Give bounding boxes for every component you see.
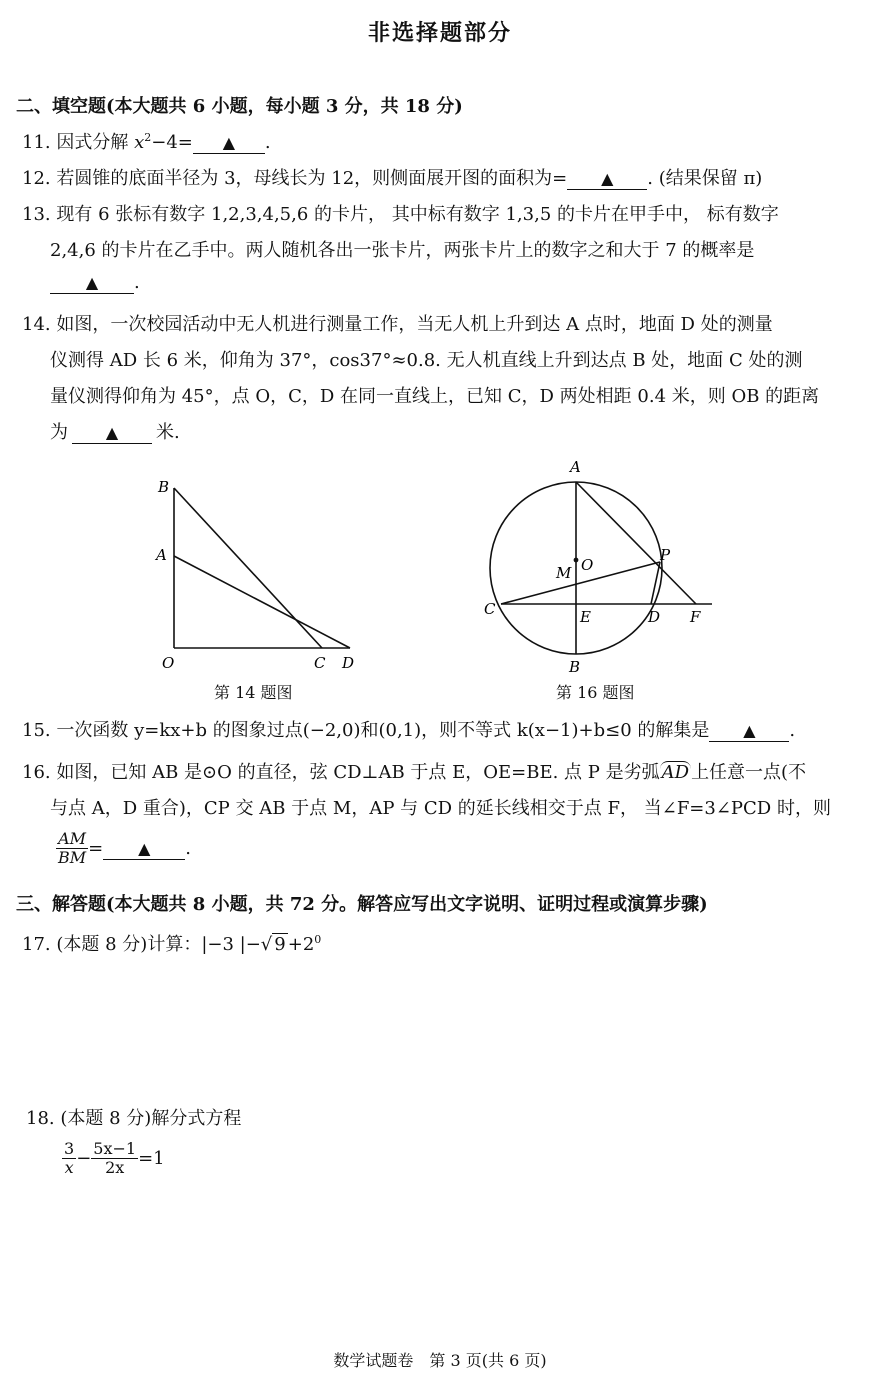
question-number: 14. — [22, 314, 51, 335]
equation-18 — [62, 1140, 165, 1178]
question-number: 13. — [22, 204, 51, 225]
line-af — [576, 482, 696, 604]
question-text: (本题 8 分)计算：|−3 |− — [56, 934, 261, 955]
label-c: C — [314, 654, 326, 672]
question-14-line-2: 仪测得 AD 长 6 米，仰角为 37°，cos37°≈0.8. 无人机直线上升到达点 B 处，地面 C 处的测 — [50, 350, 803, 371]
question-number: 17. — [22, 934, 51, 955]
fraction-denominator: x — [64, 1158, 74, 1178]
question-16-line-1 — [22, 758, 806, 784]
label-a: A — [156, 546, 167, 564]
question-number: 16. — [22, 762, 51, 783]
question-13-line-3 — [50, 272, 140, 294]
label-b: B — [569, 658, 581, 676]
answer-blank[interactable] — [567, 169, 647, 190]
question-text: (本题 8 分)解分式方程 — [60, 1108, 242, 1129]
fraction-numerator: 5x−1 — [93, 1139, 137, 1158]
question-11 — [22, 128, 271, 154]
answer-blank[interactable] — [72, 423, 152, 444]
triangle-icon: ▲ — [743, 721, 756, 740]
fraction-denominator: 2x — [105, 1158, 125, 1178]
figure-14-caption: 第 14 题图 — [214, 683, 293, 702]
page-footer: 数学试题卷 第 3 页(共 6 页) — [333, 1351, 547, 1370]
question-note: . (结果保留 π) — [647, 168, 763, 189]
label-d: D — [342, 654, 355, 672]
triangle-icon: ▲ — [105, 423, 119, 442]
label-e: E — [580, 608, 591, 626]
line-ad — [174, 556, 350, 648]
point-o — [574, 558, 579, 563]
punctuation: . — [185, 837, 191, 859]
sqrt-expression: √ 9 — [260, 934, 286, 955]
section-2-heading: 二、填空题(本大题共 6 小题，每小题 3 分，共 18 分) — [16, 96, 463, 117]
label-m: M — [556, 564, 572, 582]
variable-x: x — [134, 132, 145, 153]
label-d: D — [648, 608, 661, 626]
question-text: 米. — [156, 422, 180, 443]
minus-sign: − — [76, 1147, 92, 1169]
label-p: P — [660, 546, 671, 564]
question-12 — [22, 164, 762, 190]
label-a: A — [570, 458, 581, 476]
triangle-icon: ▲ — [601, 169, 614, 188]
label-o: O — [581, 556, 594, 574]
fraction-denominator: BM — [58, 848, 87, 868]
question-number: 15. — [22, 720, 51, 741]
question-14-line-4 — [50, 418, 180, 444]
question-18 — [26, 1104, 241, 1130]
equals: = — [88, 837, 104, 859]
triangle-icon: ▲ — [85, 273, 99, 292]
question-text: 为 — [50, 422, 68, 443]
triangle-icon: ▲ — [222, 133, 236, 152]
punctuation: . — [789, 720, 796, 741]
question-text: 如图，已知 AB 是⊙O 的直径，弦 CD⊥AB 于点 E，OE=BE. 点 P 是劣弧 — [56, 762, 660, 783]
answer-blank[interactable] — [193, 133, 265, 154]
exponent: 0 — [314, 933, 322, 946]
question-16-line-3 — [56, 830, 191, 868]
question-14-line-1 — [22, 310, 773, 336]
plus-two: +2 — [287, 934, 315, 955]
question-13-line-1 — [22, 200, 779, 226]
question-number: 18. — [26, 1108, 55, 1129]
line-pd — [651, 562, 660, 604]
question-text: 一次函数 y=kx+b 的图象过点(−2,0)和(0,1)，则不等式 k(x−1)+b≤0 的解集是 — [56, 720, 710, 741]
question-14-line-3: 量仪测得仰角为 45°，点 O，C，D 在同一直线上，已知 C，D 两处相距 0.4 米，则 OB 的距离 — [50, 386, 820, 407]
answer-blank[interactable] — [50, 273, 134, 294]
question-number: 12. — [22, 168, 51, 189]
question-17 — [22, 930, 321, 956]
punctuation: . — [264, 132, 271, 153]
answer-blank[interactable] — [103, 839, 185, 860]
figure-14 — [150, 472, 370, 677]
figure-16-caption: 第 16 题图 — [556, 683, 635, 702]
question-text-rest: 上任意一点(不 — [691, 762, 807, 783]
page-title: 非选择题部分 — [367, 20, 512, 46]
fraction-numerator: 3 — [64, 1139, 75, 1158]
question-text: 如图，一次校园活动中无人机进行测量工作，当无人机上升到达 A 点时，地面 D 处的测量 — [56, 314, 773, 335]
label-o: O — [162, 654, 175, 672]
question-13-line-2: 2,4,6 的卡片在乙手中。两人随机各出一张卡片，两张卡片上的数字之和大于 7 的概率是 — [50, 240, 755, 261]
question-16-line-2: 与点 A，D 重合)，CP 交 AB 于点 M，AP 与 CD 的延长线相交于点 F， 当∠F=3∠PCD 时，则 — [50, 798, 831, 819]
right-hand-side: =1 — [138, 1147, 165, 1169]
label-b: B — [158, 478, 170, 496]
question-number: 11. — [22, 132, 51, 153]
fraction-am-bm — [56, 830, 88, 868]
question-text: 现有 6 张标有数字 1,2,3,4,5,6 的卡片， 其中标有数字 1,3,5 的卡片在甲手中， 标有数字 — [56, 204, 779, 225]
question-text: 因式分解 — [56, 132, 135, 153]
fraction-5x-1-over-2x — [91, 1140, 138, 1178]
question-text: 若圆锥的底面半径为 3，母线长为 12，则侧面展开图的面积为= — [56, 168, 568, 189]
question-text-rest: −4= — [151, 132, 193, 153]
label-c: C — [484, 600, 496, 618]
arc-ad: AD — [661, 762, 690, 783]
radicand: 9 — [274, 934, 286, 955]
answer-blank[interactable] — [709, 721, 789, 742]
fraction-numerator: AM — [58, 829, 87, 848]
fraction-3-over-x — [62, 1140, 76, 1178]
label-f: F — [690, 608, 701, 626]
figure-16 — [476, 452, 726, 680]
section-3-heading: 三、解答题(本大题共 8 小题，共 72 分。解答应写出文字说明、证明过程或演算步骤) — [16, 894, 708, 915]
exponent: 2 — [144, 131, 152, 144]
triangle-icon: ▲ — [138, 838, 151, 858]
punctuation: . — [134, 272, 140, 293]
question-15 — [22, 716, 795, 742]
